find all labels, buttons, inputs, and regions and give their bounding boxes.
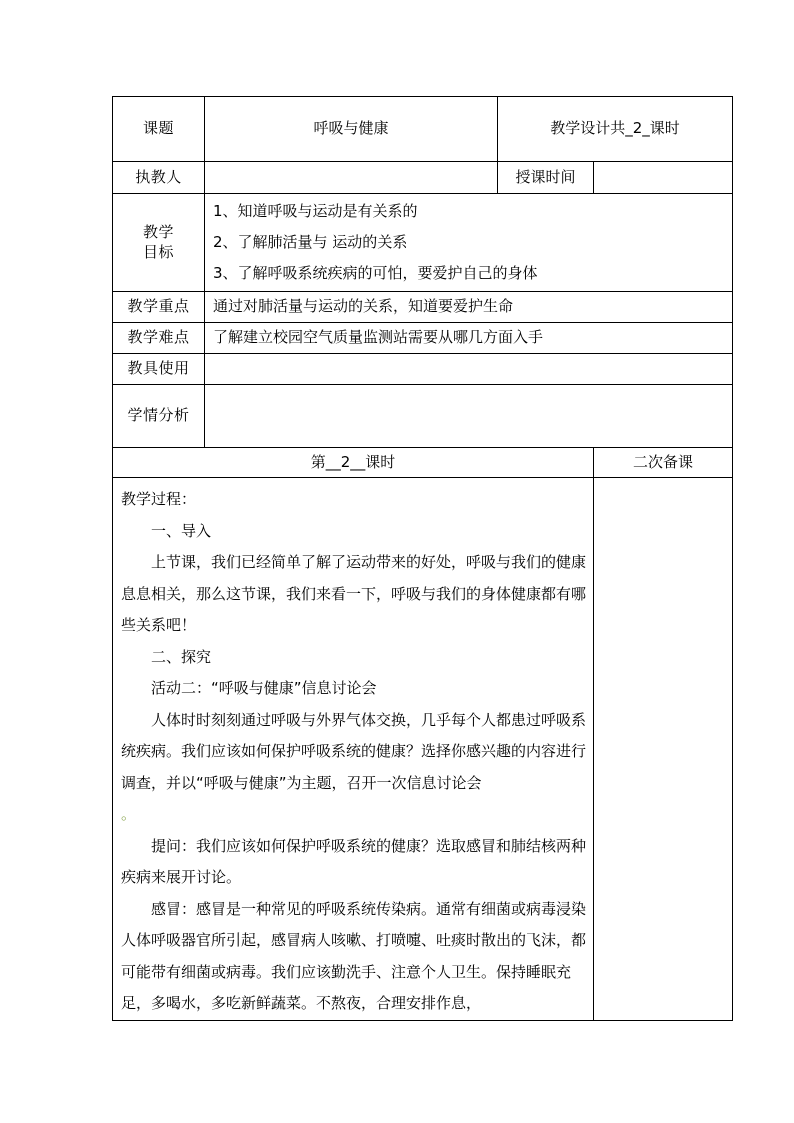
objective-item: 3、了解呼吸系统疾病的可怕，要爱护自己的身体 <box>213 264 538 282</box>
difficulties-row <box>113 323 733 354</box>
section-heading: 二、探究 <box>151 647 212 666</box>
objectives-label-line2: 目标 <box>142 242 174 261</box>
paragraph-fragment-text: 。 <box>121 805 137 823</box>
analysis-value <box>205 385 733 448</box>
secondary-prep-heading: 二次备课 <box>594 448 733 478</box>
objectives-list <box>205 194 733 292</box>
objectives-label <box>113 194 205 292</box>
lesson-plan-table <box>112 96 733 1021</box>
tools-value <box>205 354 733 385</box>
section-heading: 一、导入 <box>151 521 212 540</box>
objective-item: 1、知道呼吸与运动是有关系的 <box>213 202 418 220</box>
objective-item: 2、了解肺活量与 运动的关系 <box>213 233 408 251</box>
paragraph: 感冒：感冒是一种常见的呼吸系统传染病。通常有细菌或病毒浸染人体呼吸器官所引起，感冒病人咳嗽、打喷嚏、吐痰时散出的飞沫，都可能带有细菌或病毒。我们应该勤洗手、注意个人卫生。保持睡眠充足，多喝水，多吃新鲜蔬菜。不熬夜，合理安排作息， <box>121 899 587 1012</box>
teacher-value <box>205 162 498 194</box>
design-periods-note: 教学设计共_2_课时 <box>498 97 733 162</box>
tools-label: 教具使用 <box>113 354 205 385</box>
topic-value: 呼吸与健康 <box>205 97 498 162</box>
teacher-label: 执教人 <box>113 162 205 194</box>
paragraph-fragment <box>121 799 587 831</box>
period-heading: 第__2__课时 <box>113 448 594 478</box>
paragraph: 提问：我们应该如何保护呼吸系统的健康？选取感冒和肺结核两种疾病来展开讨论。 <box>121 836 587 886</box>
paragraph: 上节课，我们已经简单了解了运动带来的好处，呼吸与我们的健康息息相关，那么这节课，我们来看一下，呼吸与我们的身体健康都有哪些关系吧！ <box>121 553 587 634</box>
process-heading: 教学过程： <box>121 490 197 508</box>
topic-label: 课题 <box>113 97 205 162</box>
tools-row <box>113 354 733 385</box>
objectives-label-line1: 教学 <box>142 223 174 241</box>
teaching-process <box>113 478 594 1021</box>
class-time-value <box>594 162 733 194</box>
topic-row <box>113 97 733 162</box>
objectives-row <box>113 194 733 292</box>
paragraph: 人体时时刻刻通过呼吸与外界气体交换，几乎每个人都患过呼吸系统疾病。我们应该如何保护呼吸系统的健康？选择你感兴趣的内容进行调查，并以“呼吸与健康”为主题，召开一次信息讨论会 <box>121 710 587 792</box>
activity-heading: 活动二：“呼吸与健康”信息讨论会 <box>151 679 377 697</box>
analysis-label: 学情分析 <box>113 385 205 448</box>
difficulties-value: 了解建立校园空气质量监测站需要从哪几方面入手 <box>205 323 733 354</box>
teacher-row <box>113 162 733 194</box>
process-row <box>113 478 733 1021</box>
secondary-prep-value <box>594 478 733 1021</box>
period-heading-row <box>113 448 733 478</box>
key-points-value: 通过对肺活量与运动的关系，知道要爱护生命 <box>205 292 733 323</box>
analysis-row <box>113 385 733 448</box>
key-points-label: 教学重点 <box>113 292 205 323</box>
key-points-row <box>113 292 733 323</box>
difficulties-label: 教学难点 <box>113 323 205 354</box>
class-time-label: 授课时间 <box>498 162 594 194</box>
